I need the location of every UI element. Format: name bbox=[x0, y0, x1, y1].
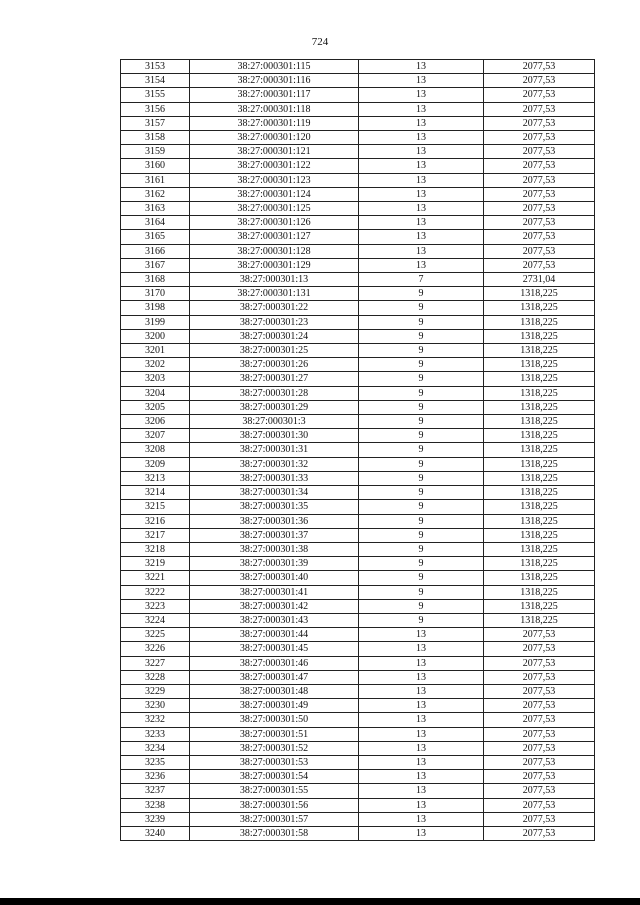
count-cell: 13 bbox=[359, 173, 484, 187]
value-cell: 2077,53 bbox=[484, 628, 595, 642]
cadastral-number-cell: 38:27:000301:41 bbox=[190, 585, 359, 599]
table-row bbox=[121, 230, 595, 244]
cadastral-number-cell: 38:27:000301:128 bbox=[190, 244, 359, 258]
cadastral-number-cell: 38:27:000301:37 bbox=[190, 528, 359, 542]
value-cell: 2077,53 bbox=[484, 755, 595, 769]
row-number-cell: 3234 bbox=[121, 741, 190, 755]
table-row bbox=[121, 755, 595, 769]
row-number-cell: 3223 bbox=[121, 599, 190, 613]
value-cell: 2077,53 bbox=[484, 202, 595, 216]
count-cell: 13 bbox=[359, 116, 484, 130]
value-cell: 2077,53 bbox=[484, 230, 595, 244]
row-number-cell: 3161 bbox=[121, 173, 190, 187]
cadastral-number-cell: 38:27:000301:50 bbox=[190, 713, 359, 727]
count-cell: 13 bbox=[359, 216, 484, 230]
value-cell: 1318,225 bbox=[484, 415, 595, 429]
cadastral-number-cell: 38:27:000301:118 bbox=[190, 102, 359, 116]
value-cell: 2077,53 bbox=[484, 713, 595, 727]
cadastral-table bbox=[120, 59, 595, 841]
count-cell: 13 bbox=[359, 670, 484, 684]
count-cell: 7 bbox=[359, 273, 484, 287]
table-body bbox=[121, 60, 595, 841]
count-cell: 9 bbox=[359, 358, 484, 372]
cadastral-number-cell: 38:27:000301:55 bbox=[190, 784, 359, 798]
row-number-cell: 3225 bbox=[121, 628, 190, 642]
count-cell: 13 bbox=[359, 202, 484, 216]
count-cell: 9 bbox=[359, 329, 484, 343]
value-cell: 1318,225 bbox=[484, 443, 595, 457]
table-row bbox=[121, 599, 595, 613]
row-number-cell: 3155 bbox=[121, 88, 190, 102]
count-cell: 9 bbox=[359, 571, 484, 585]
count-cell: 13 bbox=[359, 727, 484, 741]
cadastral-number-cell: 38:27:000301:52 bbox=[190, 741, 359, 755]
table-row bbox=[121, 699, 595, 713]
table-row bbox=[121, 826, 595, 840]
count-cell: 13 bbox=[359, 258, 484, 272]
cadastral-number-cell: 38:27:000301:46 bbox=[190, 656, 359, 670]
count-cell: 13 bbox=[359, 244, 484, 258]
count-cell: 13 bbox=[359, 159, 484, 173]
count-cell: 9 bbox=[359, 514, 484, 528]
table-row bbox=[121, 471, 595, 485]
table-row bbox=[121, 628, 595, 642]
count-cell: 13 bbox=[359, 74, 484, 88]
value-cell: 2077,53 bbox=[484, 131, 595, 145]
value-cell: 1318,225 bbox=[484, 599, 595, 613]
table-row bbox=[121, 258, 595, 272]
count-cell: 13 bbox=[359, 684, 484, 698]
count-cell: 9 bbox=[359, 528, 484, 542]
row-number-cell: 3232 bbox=[121, 713, 190, 727]
count-cell: 13 bbox=[359, 642, 484, 656]
table-row bbox=[121, 443, 595, 457]
count-cell: 9 bbox=[359, 542, 484, 556]
value-cell: 2077,53 bbox=[484, 102, 595, 116]
count-cell: 9 bbox=[359, 471, 484, 485]
table-row bbox=[121, 187, 595, 201]
table-row bbox=[121, 770, 595, 784]
count-cell: 13 bbox=[359, 102, 484, 116]
count-cell: 13 bbox=[359, 826, 484, 840]
cadastral-number-cell: 38:27:000301:56 bbox=[190, 798, 359, 812]
row-number-cell: 3215 bbox=[121, 500, 190, 514]
row-number-cell: 3166 bbox=[121, 244, 190, 258]
table-row bbox=[121, 287, 595, 301]
value-cell: 2077,53 bbox=[484, 656, 595, 670]
cadastral-number-cell: 38:27:000301:120 bbox=[190, 131, 359, 145]
row-number-cell: 3209 bbox=[121, 457, 190, 471]
table-row bbox=[121, 145, 595, 159]
table-row bbox=[121, 500, 595, 514]
table-row bbox=[121, 60, 595, 74]
row-number-cell: 3153 bbox=[121, 60, 190, 74]
cadastral-number-cell: 38:27:000301:23 bbox=[190, 315, 359, 329]
count-cell: 13 bbox=[359, 741, 484, 755]
table-row bbox=[121, 812, 595, 826]
value-cell: 1318,225 bbox=[484, 613, 595, 627]
cadastral-number-cell: 38:27:000301:27 bbox=[190, 372, 359, 386]
row-number-cell: 3159 bbox=[121, 145, 190, 159]
count-cell: 13 bbox=[359, 131, 484, 145]
value-cell: 2077,53 bbox=[484, 116, 595, 130]
value-cell: 1318,225 bbox=[484, 571, 595, 585]
count-cell: 9 bbox=[359, 287, 484, 301]
row-number-cell: 3216 bbox=[121, 514, 190, 528]
row-number-cell: 3200 bbox=[121, 329, 190, 343]
cadastral-number-cell: 38:27:000301:116 bbox=[190, 74, 359, 88]
value-cell: 2077,53 bbox=[484, 258, 595, 272]
value-cell: 1318,225 bbox=[484, 585, 595, 599]
table-row bbox=[121, 613, 595, 627]
row-number-cell: 3226 bbox=[121, 642, 190, 656]
value-cell: 1318,225 bbox=[484, 471, 595, 485]
table-row bbox=[121, 642, 595, 656]
value-cell: 1318,225 bbox=[484, 301, 595, 315]
row-number-cell: 3224 bbox=[121, 613, 190, 627]
table-row bbox=[121, 131, 595, 145]
count-cell: 13 bbox=[359, 187, 484, 201]
row-number-cell: 3204 bbox=[121, 386, 190, 400]
table-row bbox=[121, 528, 595, 542]
row-number-cell: 3233 bbox=[121, 727, 190, 741]
table-row bbox=[121, 159, 595, 173]
row-number-cell: 3227 bbox=[121, 656, 190, 670]
count-cell: 9 bbox=[359, 372, 484, 386]
table-row bbox=[121, 173, 595, 187]
table-row bbox=[121, 344, 595, 358]
row-number-cell: 3237 bbox=[121, 784, 190, 798]
table-row bbox=[121, 684, 595, 698]
row-number-cell: 3199 bbox=[121, 315, 190, 329]
row-number-cell: 3157 bbox=[121, 116, 190, 130]
table-row bbox=[121, 557, 595, 571]
row-number-cell: 3202 bbox=[121, 358, 190, 372]
value-cell: 2077,53 bbox=[484, 88, 595, 102]
table-row bbox=[121, 88, 595, 102]
row-number-cell: 3219 bbox=[121, 557, 190, 571]
row-number-cell: 3198 bbox=[121, 301, 190, 315]
cadastral-number-cell: 38:27:000301:39 bbox=[190, 557, 359, 571]
count-cell: 9 bbox=[359, 486, 484, 500]
cadastral-number-cell: 38:27:000301:126 bbox=[190, 216, 359, 230]
table-row bbox=[121, 415, 595, 429]
row-number-cell: 3160 bbox=[121, 159, 190, 173]
value-cell: 2077,53 bbox=[484, 145, 595, 159]
value-cell: 1318,225 bbox=[484, 315, 595, 329]
count-cell: 13 bbox=[359, 60, 484, 74]
cadastral-number-cell: 38:27:000301:121 bbox=[190, 145, 359, 159]
row-number-cell: 3222 bbox=[121, 585, 190, 599]
row-number-cell: 3163 bbox=[121, 202, 190, 216]
cadastral-number-cell: 38:27:000301:26 bbox=[190, 358, 359, 372]
cadastral-number-cell: 38:27:000301:117 bbox=[190, 88, 359, 102]
row-number-cell: 3240 bbox=[121, 826, 190, 840]
cadastral-number-cell: 38:27:000301:51 bbox=[190, 727, 359, 741]
table-row bbox=[121, 542, 595, 556]
row-number-cell: 3165 bbox=[121, 230, 190, 244]
table-row bbox=[121, 74, 595, 88]
row-number-cell: 3217 bbox=[121, 528, 190, 542]
cadastral-number-cell: 38:27:000301:29 bbox=[190, 400, 359, 414]
table-row bbox=[121, 798, 595, 812]
value-cell: 1318,225 bbox=[484, 528, 595, 542]
table-row bbox=[121, 301, 595, 315]
count-cell: 13 bbox=[359, 812, 484, 826]
table-row bbox=[121, 273, 595, 287]
table-row bbox=[121, 457, 595, 471]
value-cell: 2077,53 bbox=[484, 173, 595, 187]
value-cell: 1318,225 bbox=[484, 400, 595, 414]
table-row bbox=[121, 358, 595, 372]
value-cell: 1318,225 bbox=[484, 429, 595, 443]
cadastral-number-cell: 38:27:000301:25 bbox=[190, 344, 359, 358]
count-cell: 13 bbox=[359, 230, 484, 244]
count-cell: 9 bbox=[359, 344, 484, 358]
table-row bbox=[121, 329, 595, 343]
page-number: 724 bbox=[311, 36, 329, 48]
value-cell: 2731,04 bbox=[484, 273, 595, 287]
row-number-cell: 3229 bbox=[121, 684, 190, 698]
table-row bbox=[121, 486, 595, 500]
row-number-cell: 3218 bbox=[121, 542, 190, 556]
table-row bbox=[121, 713, 595, 727]
count-cell: 9 bbox=[359, 443, 484, 457]
table-row bbox=[121, 585, 595, 599]
value-cell: 1318,225 bbox=[484, 358, 595, 372]
cadastral-number-cell: 38:27:000301:47 bbox=[190, 670, 359, 684]
row-number-cell: 3164 bbox=[121, 216, 190, 230]
table-row bbox=[121, 741, 595, 755]
value-cell: 2077,53 bbox=[484, 784, 595, 798]
value-cell: 2077,53 bbox=[484, 670, 595, 684]
table-row bbox=[121, 372, 595, 386]
value-cell: 2077,53 bbox=[484, 826, 595, 840]
cadastral-number-cell: 38:27:000301:13 bbox=[190, 273, 359, 287]
cadastral-number-cell: 38:27:000301:57 bbox=[190, 812, 359, 826]
cadastral-number-cell: 38:27:000301:30 bbox=[190, 429, 359, 443]
cadastral-number-cell: 38:27:000301:58 bbox=[190, 826, 359, 840]
row-number-cell: 3221 bbox=[121, 571, 190, 585]
row-number-cell: 3203 bbox=[121, 372, 190, 386]
count-cell: 9 bbox=[359, 599, 484, 613]
count-cell: 9 bbox=[359, 415, 484, 429]
row-number-cell: 3158 bbox=[121, 131, 190, 145]
cadastral-number-cell: 38:27:000301:44 bbox=[190, 628, 359, 642]
row-number-cell: 3235 bbox=[121, 755, 190, 769]
cadastral-number-cell: 38:27:000301:124 bbox=[190, 187, 359, 201]
cadastral-number-cell: 38:27:000301:127 bbox=[190, 230, 359, 244]
value-cell: 1318,225 bbox=[484, 514, 595, 528]
cadastral-number-cell: 38:27:000301:43 bbox=[190, 613, 359, 627]
cadastral-number-cell: 38:27:000301:40 bbox=[190, 571, 359, 585]
table-row bbox=[121, 244, 595, 258]
cadastral-number-cell: 38:27:000301:53 bbox=[190, 755, 359, 769]
value-cell: 2077,53 bbox=[484, 159, 595, 173]
count-cell: 13 bbox=[359, 770, 484, 784]
value-cell: 2077,53 bbox=[484, 812, 595, 826]
row-number-cell: 3156 bbox=[121, 102, 190, 116]
row-number-cell: 3201 bbox=[121, 344, 190, 358]
count-cell: 13 bbox=[359, 798, 484, 812]
row-number-cell: 3168 bbox=[121, 273, 190, 287]
cadastral-number-cell: 38:27:000301:131 bbox=[190, 287, 359, 301]
count-cell: 13 bbox=[359, 784, 484, 798]
table-row bbox=[121, 727, 595, 741]
cadastral-number-cell: 38:27:000301:28 bbox=[190, 386, 359, 400]
cadastral-number-cell: 38:27:000301:125 bbox=[190, 202, 359, 216]
cadastral-number-cell: 38:27:000301:24 bbox=[190, 329, 359, 343]
row-number-cell: 3206 bbox=[121, 415, 190, 429]
row-number-cell: 3213 bbox=[121, 471, 190, 485]
row-number-cell: 3230 bbox=[121, 699, 190, 713]
cadastral-number-cell: 38:27:000301:42 bbox=[190, 599, 359, 613]
count-cell: 9 bbox=[359, 500, 484, 514]
value-cell: 2077,53 bbox=[484, 74, 595, 88]
row-number-cell: 3239 bbox=[121, 812, 190, 826]
row-number-cell: 3207 bbox=[121, 429, 190, 443]
row-number-cell: 3236 bbox=[121, 770, 190, 784]
count-cell: 9 bbox=[359, 585, 484, 599]
cadastral-number-cell: 38:27:000301:48 bbox=[190, 684, 359, 698]
cadastral-number-cell: 38:27:000301:123 bbox=[190, 173, 359, 187]
value-cell: 2077,53 bbox=[484, 741, 595, 755]
value-cell: 1318,225 bbox=[484, 486, 595, 500]
row-number-cell: 3162 bbox=[121, 187, 190, 201]
value-cell: 1318,225 bbox=[484, 344, 595, 358]
value-cell: 1318,225 bbox=[484, 542, 595, 556]
table-row bbox=[121, 202, 595, 216]
count-cell: 9 bbox=[359, 457, 484, 471]
count-cell: 9 bbox=[359, 400, 484, 414]
row-number-cell: 3205 bbox=[121, 400, 190, 414]
count-cell: 13 bbox=[359, 699, 484, 713]
value-cell: 1318,225 bbox=[484, 329, 595, 343]
table-row bbox=[121, 429, 595, 443]
value-cell: 1318,225 bbox=[484, 557, 595, 571]
count-cell: 9 bbox=[359, 613, 484, 627]
table-row bbox=[121, 386, 595, 400]
count-cell: 9 bbox=[359, 429, 484, 443]
value-cell: 1318,225 bbox=[484, 500, 595, 514]
row-number-cell: 3228 bbox=[121, 670, 190, 684]
table-row bbox=[121, 784, 595, 798]
value-cell: 2077,53 bbox=[484, 770, 595, 784]
value-cell: 2077,53 bbox=[484, 244, 595, 258]
count-cell: 13 bbox=[359, 713, 484, 727]
count-cell: 9 bbox=[359, 301, 484, 315]
table-row bbox=[121, 571, 595, 585]
value-cell: 2077,53 bbox=[484, 642, 595, 656]
cadastral-number-cell: 38:27:000301:38 bbox=[190, 542, 359, 556]
value-cell: 2077,53 bbox=[484, 216, 595, 230]
cadastral-number-cell: 38:27:000301:36 bbox=[190, 514, 359, 528]
count-cell: 13 bbox=[359, 755, 484, 769]
cadastral-number-cell: 38:27:000301:119 bbox=[190, 116, 359, 130]
table-row bbox=[121, 315, 595, 329]
row-number-cell: 3170 bbox=[121, 287, 190, 301]
value-cell: 2077,53 bbox=[484, 699, 595, 713]
count-cell: 9 bbox=[359, 386, 484, 400]
table-row bbox=[121, 102, 595, 116]
cadastral-number-cell: 38:27:000301:31 bbox=[190, 443, 359, 457]
count-cell: 9 bbox=[359, 315, 484, 329]
table-row bbox=[121, 656, 595, 670]
cadastral-number-cell: 38:27:000301:49 bbox=[190, 699, 359, 713]
value-cell: 2077,53 bbox=[484, 187, 595, 201]
value-cell: 2077,53 bbox=[484, 727, 595, 741]
cadastral-number-cell: 38:27:000301:3 bbox=[190, 415, 359, 429]
row-number-cell: 3167 bbox=[121, 258, 190, 272]
cadastral-number-cell: 38:27:000301:45 bbox=[190, 642, 359, 656]
cadastral-number-cell: 38:27:000301:33 bbox=[190, 471, 359, 485]
scan-edge-bar bbox=[0, 898, 640, 905]
table-row bbox=[121, 514, 595, 528]
value-cell: 1318,225 bbox=[484, 386, 595, 400]
value-cell: 1318,225 bbox=[484, 457, 595, 471]
count-cell: 13 bbox=[359, 145, 484, 159]
table-row bbox=[121, 216, 595, 230]
value-cell: 2077,53 bbox=[484, 60, 595, 74]
value-cell: 1318,225 bbox=[484, 372, 595, 386]
table-row bbox=[121, 116, 595, 130]
row-number-cell: 3208 bbox=[121, 443, 190, 457]
count-cell: 13 bbox=[359, 88, 484, 102]
value-cell: 1318,225 bbox=[484, 287, 595, 301]
count-cell: 9 bbox=[359, 557, 484, 571]
cadastral-number-cell: 38:27:000301:22 bbox=[190, 301, 359, 315]
row-number-cell: 3238 bbox=[121, 798, 190, 812]
cadastral-number-cell: 38:27:000301:54 bbox=[190, 770, 359, 784]
cadastral-number-cell: 38:27:000301:32 bbox=[190, 457, 359, 471]
row-number-cell: 3214 bbox=[121, 486, 190, 500]
cadastral-number-cell: 38:27:000301:122 bbox=[190, 159, 359, 173]
table-row bbox=[121, 400, 595, 414]
cadastral-number-cell: 38:27:000301:35 bbox=[190, 500, 359, 514]
table-row bbox=[121, 670, 595, 684]
row-number-cell: 3154 bbox=[121, 74, 190, 88]
value-cell: 2077,53 bbox=[484, 798, 595, 812]
count-cell: 13 bbox=[359, 628, 484, 642]
cadastral-number-cell: 38:27:000301:115 bbox=[190, 60, 359, 74]
cadastral-number-cell: 38:27:000301:129 bbox=[190, 258, 359, 272]
value-cell: 2077,53 bbox=[484, 684, 595, 698]
cadastral-number-cell: 38:27:000301:34 bbox=[190, 486, 359, 500]
count-cell: 13 bbox=[359, 656, 484, 670]
